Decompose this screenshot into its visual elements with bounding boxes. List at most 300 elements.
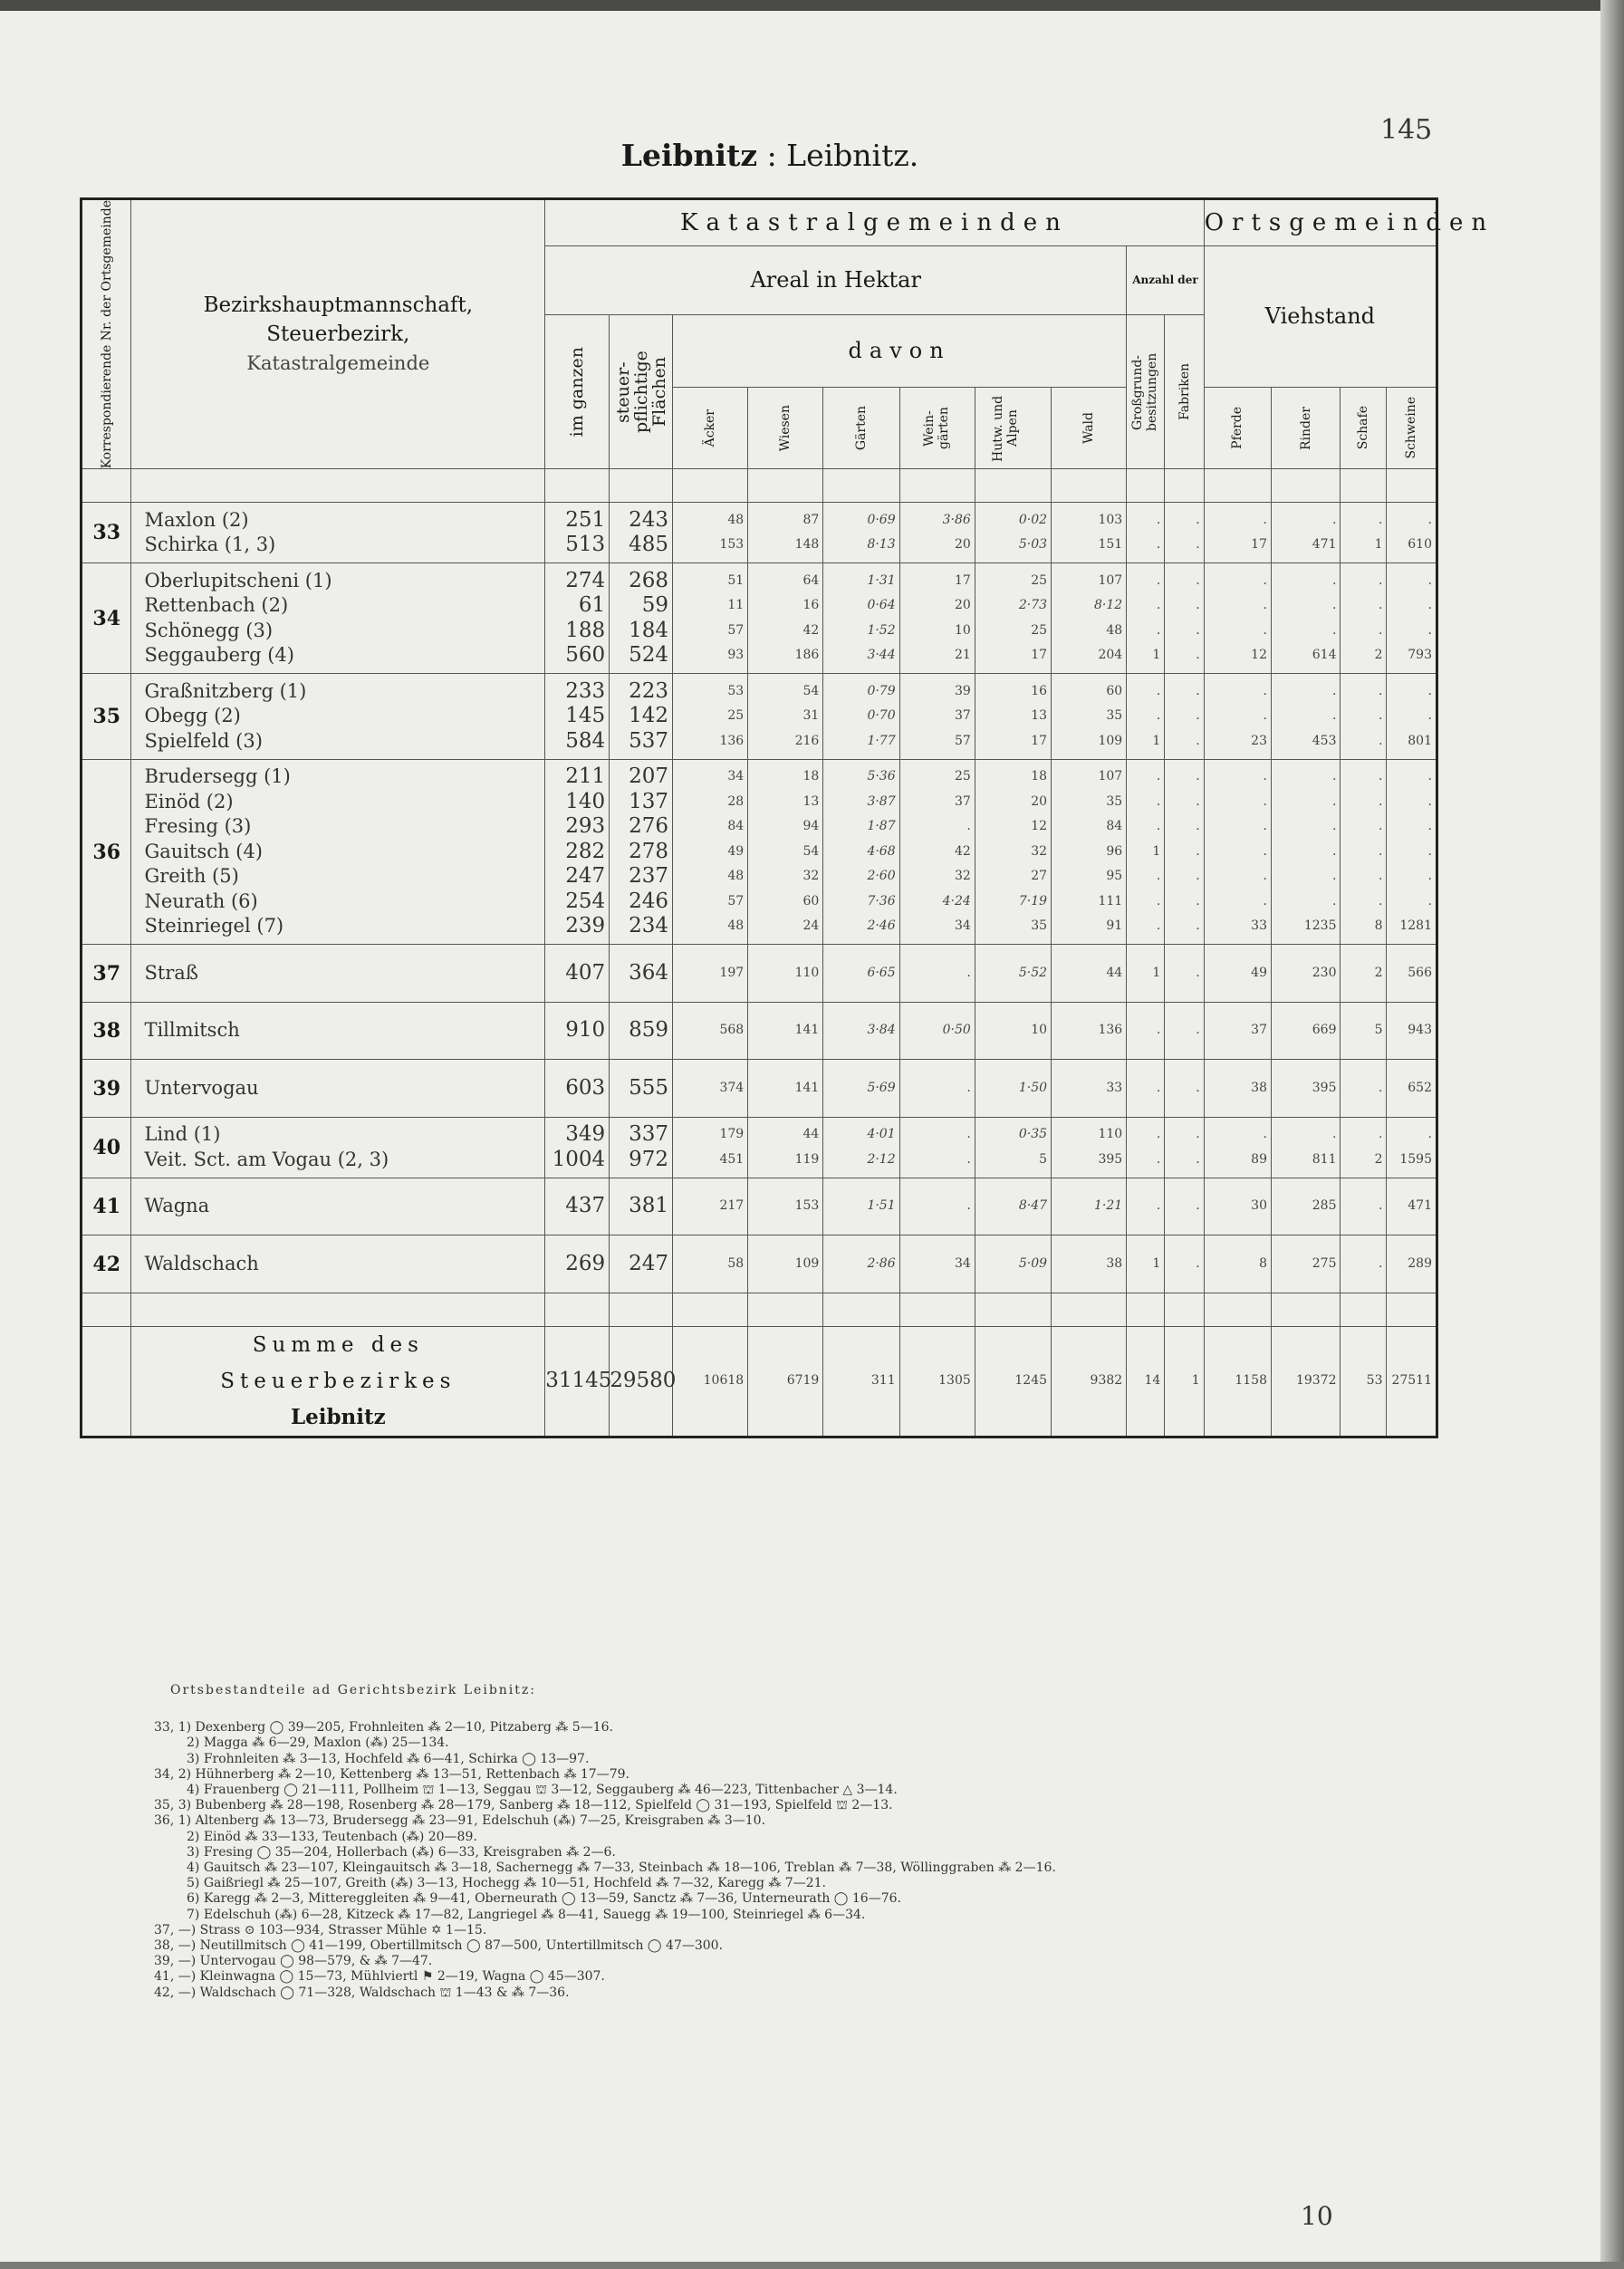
row-number: 42	[82, 1235, 131, 1293]
viehstand-header: Viehstand	[1204, 246, 1437, 388]
cell-schafe-value: .	[1379, 572, 1383, 588]
cell-gross-value: .	[1156, 1127, 1161, 1142]
cell-ganzen-value: 140	[565, 789, 606, 813]
cell-wiesen-value: 87	[802, 512, 820, 527]
cell-rinder-value: 395	[1312, 1080, 1337, 1095]
cell-fabr-value: .	[1196, 769, 1200, 784]
cell-hutw-value: 35	[1031, 918, 1048, 934]
footnotes-heading: Ortsbestandteile ad Gerichtsbezirk Leibnitz:	[170, 1683, 536, 1697]
cell-gross-value: .	[1156, 1080, 1161, 1095]
cell-rinder-value: 275	[1312, 1255, 1337, 1271]
cell-fabr-value: .	[1196, 893, 1200, 909]
cell-wiesen-value: 216	[794, 733, 820, 748]
cell-ganzen-value: 247	[565, 864, 606, 889]
cell-pferde-value: .	[1263, 893, 1267, 909]
cell-hutw	[975, 1235, 1051, 1293]
row-number: 41	[82, 1178, 131, 1235]
cell-wein-value: 20	[954, 537, 971, 553]
cell-rinder-value: .	[1332, 769, 1337, 784]
cell-schafe-value: .	[1379, 512, 1383, 527]
cell-ganzen-value: 211	[565, 764, 606, 789]
cell-wiesen-value: 42	[802, 622, 820, 638]
cell-ganzen-value: 145	[565, 704, 606, 728]
cell-schafe-value: .	[1379, 683, 1383, 698]
cell-gemeinde	[131, 1235, 545, 1293]
cell-gemeinde-value: Greith (5)	[144, 865, 239, 888]
cell-ganzen-value: 233	[565, 678, 606, 703]
cell-gemeinde-value: Wagna	[144, 1195, 210, 1217]
cell-schafe-value: .	[1379, 1198, 1383, 1214]
cell-schafe	[1341, 1235, 1387, 1293]
summary-label-line2: Leibnitz	[290, 1404, 386, 1429]
cell-aecker-value: 57	[727, 622, 745, 638]
cell-steuer	[610, 1002, 673, 1060]
cell-gross-value: .	[1156, 1023, 1161, 1038]
cell-schweine	[1387, 674, 1437, 760]
cell-schafe	[1341, 674, 1387, 760]
cell-schweine-value: .	[1427, 819, 1432, 834]
cell-schafe-value: 2	[1374, 965, 1383, 980]
cell-fabr-value: .	[1196, 843, 1200, 859]
page-title	[543, 138, 996, 173]
summary-label-line1: Summe des Steuerbezirkes	[220, 1332, 456, 1393]
cell-schafe-value: .	[1379, 598, 1383, 613]
cell-wein-value: 25	[954, 769, 971, 784]
cell-rinder-value: 1235	[1303, 918, 1337, 934]
cell-aecker-value: 58	[727, 1255, 745, 1271]
cell-gross	[1127, 759, 1165, 945]
cell-schweine-value: 943	[1408, 1023, 1432, 1038]
cell-hutw-value: 25	[1031, 622, 1048, 638]
cell-gross-value: .	[1156, 918, 1161, 934]
cell-wald-value: 111	[1098, 893, 1123, 909]
cell-gaerten-value: 3·44	[867, 648, 896, 663]
orts-header: Ortsgemeinden	[1204, 199, 1437, 246]
cell-wiesen	[748, 1060, 823, 1118]
cell-schweine-value: 289	[1408, 1255, 1432, 1271]
cell-ganzen-value: 513	[565, 533, 606, 557]
cell-ganzen	[545, 674, 610, 760]
cell-wald	[1052, 503, 1127, 563]
cell-fabr-value: .	[1196, 793, 1200, 809]
cell-rinder	[1271, 503, 1341, 563]
cell-gross-value: .	[1156, 683, 1161, 698]
title-rest: : Leibnitz.	[757, 138, 919, 173]
cell-wald-value: 1·21	[1094, 1198, 1123, 1214]
cell-schweine-value: 1281	[1399, 918, 1432, 934]
cell-rinder-value: 285	[1312, 1198, 1337, 1214]
cell-wiesen-value: 141	[794, 1080, 820, 1095]
cell-schweine-value: .	[1427, 843, 1432, 859]
cell-schafe	[1341, 759, 1387, 945]
cell-wiesen-value: 141	[794, 1023, 820, 1038]
cell-gemeinde-value: Oberlupitscheni (1)	[144, 569, 332, 591]
cell-rinder-value: 669	[1312, 1023, 1337, 1038]
cell-rinder	[1271, 759, 1341, 945]
cell-pferde-value: 37	[1251, 1023, 1267, 1038]
cell-wein-value: 3·86	[942, 512, 971, 527]
cell-schweine-value: .	[1427, 869, 1432, 884]
cell-wein	[899, 1002, 975, 1060]
cell-gaerten	[823, 1002, 899, 1060]
cell-fabr-value: .	[1196, 733, 1200, 748]
cell-steuer-value: 207	[629, 764, 669, 789]
cell-hutw	[975, 563, 1051, 674]
cell-schafe-value: .	[1379, 819, 1383, 834]
cell-schafe-value: 2	[1374, 648, 1383, 663]
cell-ganzen-value: 293	[565, 814, 606, 839]
cell-steuer-value: 485	[629, 533, 669, 557]
footnote-line: 4) Gauitsch ⁂ 23—107, Kleingauitsch ⁂ 3—18, Sachernegg ⁂ 7—33, Steinbach ⁂ 18—106, Treblan ⁂ 7—38, Wöllinggraben ⁂ 2—16.	[187, 1860, 1056, 1876]
cell-fabr	[1165, 1117, 1204, 1178]
cell-fabr	[1165, 1178, 1204, 1235]
cell-gross-value: 1	[1152, 965, 1161, 980]
cell-steuer-value: 137	[629, 789, 669, 813]
table-row	[82, 1002, 1437, 1060]
cell-aecker	[673, 1235, 748, 1293]
cell-ganzen-value: 1004	[552, 1147, 606, 1171]
cell-schweine-value: 652	[1408, 1080, 1432, 1095]
cell-wiesen-value: 16	[802, 598, 820, 613]
cell-wein-value: 21	[954, 648, 971, 663]
footnote-line: 42, —) Waldschach ◯ 71—328, Waldschach ⛫ 1—43 & ⁂ 7—36.	[154, 1985, 570, 2000]
cell-schafe-value: .	[1379, 893, 1383, 909]
col-gaerten: Gärten	[823, 387, 899, 469]
cell-schafe	[1341, 1117, 1387, 1178]
footnote-line: 5) Gaißriegl ⁂ 25—107, Greith (⁂) 3—13, Hochegg ⁂ 10—51, Hochfeld ⁂ 7—32, Karegg ⁂ 7—21.	[187, 1876, 826, 1891]
footnote-line: 6) Karegg ⁂ 2—3, Mittereggleiten ⁂ 9—41, Oberneurath ◯ 13—59, Sanctz ⁂ 7—36, Unterneurath ◯ 16—76.	[187, 1891, 901, 1907]
cell-aecker-value: 217	[719, 1198, 745, 1214]
col-pferde: Pferde	[1204, 387, 1271, 469]
cell-gross	[1127, 1002, 1165, 1060]
cell-steuer	[610, 759, 673, 945]
cell-gaerten-value: 4·01	[867, 1127, 896, 1142]
cell-wald-value: 110	[1098, 1127, 1123, 1142]
footnote-line: 37, —) Strass ⊙ 103—934, Strasser Mühle ✡ 1—15.	[154, 1922, 487, 1937]
cell-steuer	[610, 503, 673, 563]
footnote-line: 3) Fresing ◯ 35—204, Hollerbach (⁂) 6—33, Kreisgraben ⁂ 2—6.	[187, 1844, 616, 1860]
cell-gemeinde-value: Brudersegg (1)	[144, 765, 291, 788]
cell-hutw-value: 1·50	[1018, 1080, 1048, 1095]
cell-pferde-value: .	[1263, 793, 1267, 809]
cell-hutw-value: 5·03	[1018, 537, 1048, 553]
cell-gemeinde	[131, 563, 545, 674]
col-wiesen: Wiesen	[748, 387, 823, 469]
cell-fabr-value: .	[1196, 572, 1200, 588]
table-row	[82, 674, 1437, 760]
cell-pferde-value: 49	[1251, 965, 1267, 980]
cell-gross-value: .	[1156, 708, 1161, 724]
cell-ganzen-value: 910	[565, 1018, 606, 1043]
table-row	[82, 1117, 1437, 1178]
cell-hutw-value: 32	[1031, 843, 1048, 859]
cell-wein-value: .	[966, 1080, 971, 1095]
col-hutweiden: Hutw. und Alpen	[975, 387, 1051, 469]
cell-wein	[899, 1178, 975, 1235]
cell-gross	[1127, 1117, 1165, 1178]
footnote-line: 2) Magga ⁂ 6—29, Maxlon (⁂) 25—134.	[187, 1735, 449, 1751]
cell-rinder	[1271, 1117, 1341, 1178]
cell-gemeinde	[131, 674, 545, 760]
cell-rinder-value: .	[1332, 708, 1337, 724]
cell-pferde-value: 33	[1251, 918, 1267, 934]
cell-wald-value: 33	[1106, 1080, 1123, 1095]
cell-wald-value: 151	[1098, 537, 1123, 553]
cell-wald-value: 96	[1106, 843, 1123, 859]
cell-steuer	[610, 674, 673, 760]
cell-gemeinde-value: Maxlon (2)	[144, 508, 249, 531]
katastral-header: Katastralgemeinden	[545, 199, 1204, 246]
cell-rinder-value: .	[1332, 572, 1337, 588]
cell-gaerten-value: 8·13	[867, 537, 896, 553]
footnote-line: 7) Edelschuh (⁂) 6—28, Kitzeck ⁂ 17—82, Langriegel ⁂ 8—41, Sauegg ⁂ 19—100, Steinriegel ⁂ 6—34.	[187, 1907, 866, 1922]
cell-schafe	[1341, 563, 1387, 674]
cell-gross-value: .	[1156, 572, 1161, 588]
cell-gemeinde-value: Graßnitzberg (1)	[144, 679, 307, 702]
summary-rinder: 19372	[1271, 1326, 1341, 1437]
row-number: 34	[82, 563, 131, 674]
cell-gross-value: .	[1156, 1198, 1161, 1214]
cell-gaerten-value: 6·65	[867, 965, 896, 980]
cell-wiesen-value: 119	[794, 1151, 820, 1167]
cell-wald-value: 44	[1106, 965, 1123, 980]
cell-wiesen-value: 148	[794, 537, 820, 553]
cell-schafe	[1341, 1060, 1387, 1118]
cell-aecker	[673, 1178, 748, 1235]
cell-gross-value: 1	[1152, 648, 1161, 663]
cell-wald-value: 136	[1098, 1023, 1123, 1038]
col-wald: Wald	[1052, 387, 1127, 469]
cell-hutw-value: 0·02	[1018, 512, 1048, 527]
cell-gross-value: .	[1156, 1151, 1161, 1167]
cell-aecker-value: 93	[727, 648, 745, 663]
cell-fabr-value: .	[1196, 598, 1200, 613]
cell-wald	[1052, 1117, 1127, 1178]
cell-hutw-value: 17	[1031, 648, 1048, 663]
cell-hutw	[975, 503, 1051, 563]
cell-rinder-value: 614	[1312, 648, 1337, 663]
cell-steuer-value: 237	[629, 864, 669, 889]
cell-steuer	[610, 1117, 673, 1178]
cell-gross-value: .	[1156, 622, 1161, 638]
cell-gemeinde-value: Neurath (6)	[144, 889, 258, 912]
cell-hutw	[975, 1178, 1051, 1235]
cell-hutw-value: 25	[1031, 572, 1048, 588]
cell-gaerten-value: 2·12	[867, 1151, 896, 1167]
cell-wald	[1052, 1178, 1127, 1235]
cell-fabr-value: .	[1196, 622, 1200, 638]
cell-pferde-value: .	[1263, 708, 1267, 724]
col-fabriken: Fabriken	[1165, 314, 1204, 469]
cell-ganzen	[545, 1060, 610, 1118]
cell-hutw-value: 5·52	[1018, 965, 1048, 980]
cell-schweine	[1387, 1178, 1437, 1235]
cell-gaerten-value: 0·79	[867, 683, 896, 698]
cell-gaerten-value: 1·77	[867, 733, 896, 748]
cell-schafe	[1341, 1002, 1387, 1060]
cell-gemeinde	[131, 1060, 545, 1118]
cell-schafe-value: .	[1379, 1080, 1383, 1095]
anzahl-header: Anzahl der	[1127, 246, 1205, 315]
cell-wald-value: 84	[1106, 819, 1123, 834]
cell-wein-value: 10	[954, 622, 971, 638]
cell-steuer	[610, 1060, 673, 1118]
cell-wein-value: 42	[954, 843, 971, 859]
cell-gross	[1127, 1235, 1165, 1293]
cell-schweine	[1387, 1060, 1437, 1118]
cell-wein-value: 39	[954, 683, 971, 698]
cell-wald-value: 38	[1106, 1255, 1123, 1271]
cell-aecker-value: 48	[727, 918, 745, 934]
cell-fabr-value: .	[1196, 1023, 1200, 1038]
summary-wiesen: 6719	[748, 1326, 823, 1437]
scan-edge-right	[1600, 0, 1624, 2269]
sheet-number: 10	[1301, 2201, 1333, 2231]
cell-wiesen-value: 32	[802, 869, 820, 884]
cell-wein-value: .	[966, 1151, 971, 1167]
cell-schweine-value: .	[1427, 769, 1432, 784]
summary-steuer: 29580	[610, 1326, 673, 1437]
cell-schafe-value: .	[1379, 793, 1383, 809]
title-bold: Leibnitz	[620, 138, 758, 173]
cell-pferde	[1204, 674, 1271, 760]
footnote-line: 4) Frauenberg ◯ 21—111, Pollheim ⛫ 1—13, Seggau ⛫ 3—12, Seggauberg ⁂ 46—223, Tittenbacher △ 3—14.	[187, 1783, 898, 1798]
cell-ganzen-value: 251	[565, 507, 606, 532]
cell-pferde-value: 38	[1251, 1080, 1267, 1095]
cell-schafe-value: 8	[1374, 918, 1383, 934]
cell-schweine	[1387, 563, 1437, 674]
cell-wiesen-value: 54	[802, 843, 820, 859]
cell-wiesen	[748, 563, 823, 674]
cell-gemeinde-value: Schönegg (3)	[144, 619, 274, 641]
cell-wiesen-value: 186	[794, 648, 820, 663]
cell-pferde-value: 30	[1251, 1198, 1267, 1214]
cell-gaerten-value: 0·64	[867, 598, 896, 613]
cell-aecker	[673, 1117, 748, 1178]
cell-wald	[1052, 563, 1127, 674]
cell-wein-value: 34	[954, 1255, 971, 1271]
cell-wald-value: 48	[1106, 622, 1123, 638]
cell-rinder-value: 453	[1312, 733, 1337, 748]
cell-steuer-value: 223	[629, 678, 669, 703]
cell-ganzen	[545, 1117, 610, 1178]
cell-rinder-value: .	[1332, 893, 1337, 909]
cell-gross-value: .	[1156, 537, 1161, 553]
col-bezirk-header: Bezirkshauptmannschaft, Steuerbezirk, Katastralgemeinde	[131, 199, 545, 469]
cell-gross	[1127, 1178, 1165, 1235]
cell-aecker-value: 197	[719, 965, 745, 980]
cell-schweine-value: .	[1427, 622, 1432, 638]
cell-aecker-value: 34	[727, 769, 745, 784]
footnote-line: 35, 3) Bubenberg ⁂ 28—198, Rosenberg ⁂ 28—179, Sanberg ⁂ 18—112, Spielfeld ◯ 31—193, Spielfeld ⛫ 2—13.	[154, 1798, 893, 1813]
cell-wein-value: 4·24	[942, 893, 971, 909]
cell-hutw-value: 8·47	[1018, 1198, 1048, 1214]
cell-gaerten-value: 0·69	[867, 512, 896, 527]
cell-schafe-value: .	[1379, 733, 1383, 748]
col-korr-header: Korrespondierende Nr. der Ortsgemeinde	[82, 199, 131, 469]
cell-rinder	[1271, 945, 1341, 1003]
cell-gemeinde-value: Fresing (3)	[144, 815, 252, 838]
footnote-line: 2) Einöd ⁂ 33—133, Teutenbach (⁂) 20—89.	[187, 1829, 477, 1844]
cell-pferde-value: 89	[1251, 1151, 1267, 1167]
cell-wein	[899, 759, 975, 945]
scan-edge-bottom	[0, 2262, 1624, 2269]
cell-ganzen-value: 269	[565, 1251, 606, 1275]
cell-gross-value: .	[1156, 869, 1161, 884]
cell-ganzen-value: 188	[565, 618, 606, 642]
cell-pferde-value: 23	[1251, 733, 1267, 748]
cell-hutw	[975, 759, 1051, 945]
cell-gross-value: 1	[1152, 733, 1161, 748]
cell-wiesen	[748, 503, 823, 563]
cell-gross	[1127, 945, 1165, 1003]
cell-ganzen	[545, 759, 610, 945]
cell-steuer-value: 364	[629, 960, 669, 985]
cell-gaerten-value: 0·70	[867, 708, 896, 724]
cell-hutw-value: 0·35	[1018, 1127, 1048, 1142]
cell-gaerten	[823, 945, 899, 1003]
cell-rinder-value: .	[1332, 869, 1337, 884]
cell-schweine-value: .	[1427, 1127, 1432, 1142]
cell-gemeinde-value: Straß	[144, 961, 198, 984]
summary-schweine: 27511	[1387, 1326, 1437, 1437]
footnote-line: 33, 1) Dexenberg ◯ 39—205, Frohnleiten ⁂ 2—10, Pitzaberg ⁂ 5—16.	[154, 1720, 613, 1735]
cell-aecker-value: 28	[727, 793, 745, 809]
statistics-table	[80, 197, 1495, 1438]
col-grossgrund: Großgrund-besitzungen	[1127, 314, 1165, 469]
cell-fabr	[1165, 503, 1204, 563]
cell-wein-value: .	[966, 965, 971, 980]
row-number: 33	[82, 503, 131, 563]
cell-aecker-value: 48	[727, 512, 745, 527]
cell-wein-value: 37	[954, 793, 971, 809]
cell-steuer	[610, 945, 673, 1003]
summary-wein: 1305	[899, 1326, 975, 1437]
cell-schafe-value: .	[1379, 708, 1383, 724]
cell-wald-value: 107	[1098, 572, 1123, 588]
cell-pferde	[1204, 945, 1271, 1003]
cell-fabr-value: .	[1196, 683, 1200, 698]
table-body	[82, 469, 1437, 1437]
cell-ganzen-value: 407	[565, 960, 606, 985]
cell-schweine	[1387, 759, 1437, 945]
cell-schafe-value: .	[1379, 1127, 1383, 1142]
cell-steuer-value: 972	[629, 1147, 669, 1171]
cell-schweine-value: .	[1427, 512, 1432, 527]
cell-aecker	[673, 1060, 748, 1118]
cell-ganzen	[545, 1178, 610, 1235]
cell-fabr	[1165, 1060, 1204, 1118]
row-spacer	[82, 1293, 1437, 1326]
cell-fabr	[1165, 759, 1204, 945]
cell-schafe-value: .	[1379, 869, 1383, 884]
footnotes	[154, 1683, 1359, 2001]
cell-wald-value: 95	[1106, 869, 1123, 884]
cell-schweine	[1387, 503, 1437, 563]
cell-rinder	[1271, 1002, 1341, 1060]
cell-gaerten	[823, 1235, 899, 1293]
footnote-line: 36, 1) Altenberg ⁂ 13—73, Brudersegg ⁂ 23—91, Edelschuh (⁂) 7—25, Kreisgraben ⁂ 3—10.	[154, 1813, 766, 1829]
cell-pferde-value: .	[1263, 512, 1267, 527]
cell-fabr-value: .	[1196, 1255, 1200, 1271]
cell-ganzen-value: 239	[565, 914, 606, 938]
cell-pferde-value: 12	[1251, 648, 1267, 663]
cell-wald	[1052, 1060, 1127, 1118]
cell-schweine-value: .	[1427, 598, 1432, 613]
cell-aecker-value: 25	[727, 708, 745, 724]
cell-rinder-value: .	[1332, 793, 1337, 809]
cell-steuer-value: 278	[629, 839, 669, 863]
